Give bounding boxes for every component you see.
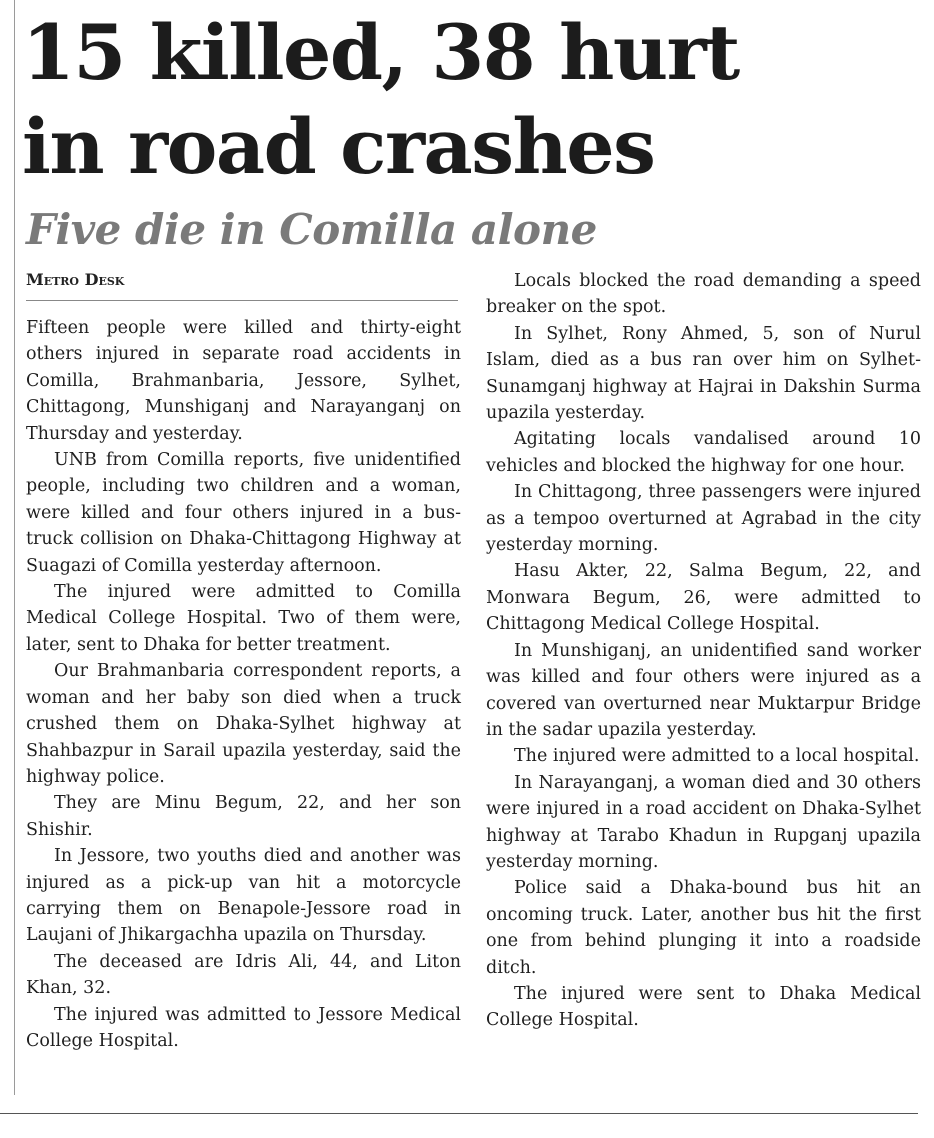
paragraph: In Narayanganj, a woman died and 30 others were injured in a road accident on Dhaka-Sylhet highway at Tarabo Khadun in Rupganj upazila yesterday morning.: [486, 772, 921, 872]
paragraph: Police said a Dhaka-bound bus hit an oncoming truck. Later, another bus hit the first one from behind plunging it into a roadside ditch.: [486, 878, 921, 978]
paragraph: The deceased are Idris Ali, 44, and Liton Khan, 32.: [26, 951, 461, 999]
paragraph: Fifteen people were killed and thirty-eight others injured in separate road accidents in Comilla, Brahmanbaria, Jessore, Sylhet, Chittagong, Munshiganj and Narayanganj on Thursday and yesterday.: [26, 318, 461, 444]
article-column-2: [486, 268, 921, 1034]
left-column-rule: [14, 0, 15, 1095]
headline-line-1: 15 killed, 38 hurt: [22, 8, 739, 97]
byline-divider: [26, 300, 458, 301]
headline-line-2: in road crashes: [22, 102, 655, 191]
paragraph: Agitating locals vandalised around 10 vehicles and blocked the highway for one hour.: [486, 429, 921, 476]
paragraph: The injured were sent to Dhaka Medical College Hospital.: [486, 983, 921, 1031]
paragraph: Locals blocked the road demanding a speed breaker on the spot.: [486, 271, 921, 318]
paragraph: The injured were admitted to a local hospital.: [514, 746, 920, 767]
bottom-rule: [0, 1113, 918, 1114]
headline: [22, 6, 922, 194]
paragraph: In Sylhet, Rony Ahmed, 5, son of Nurul Islam, died as a bus ran over him on Sylhet-Sunamganj highway at Hajrai in Dakshin Surma upazila yesterday.: [486, 323, 921, 424]
paragraph: In Jessore, two youths died and another was injured as a pick-up van hit a motorcycle carrying them on Benapole-Jessore road in Laujani of Jhikargachha upazila on Thursday.: [26, 846, 461, 946]
paragraph: In Chittagong, three passengers were injured as a tempoo overturned at Agrabad in the city yesterday morning.: [486, 482, 921, 556]
paragraph: The injured was admitted to Jessore Medical College Hospital.: [26, 1004, 461, 1051]
paragraph: UNB from Comilla reports, five unidentified people, including two children and a woman, were killed and four others injured in a bus-truck collision on Dhaka-Chittagong Highway at Suagazi of Comilla yesterday afternoon.: [26, 450, 461, 576]
paragraph: Our Brahmanbaria correspondent reports, a woman and her baby son died when a truck crushed them on Dhaka-Sylhet highway at Shahbazpur in Sarail upazila yesterday, said the highway police.: [26, 661, 461, 787]
article-column-1: [26, 315, 461, 1054]
byline: Metro Desk: [26, 270, 125, 289]
paragraph: In Munshiganj, an unidentified sand worker was killed and four others were injured as a covered van overturned near Muktarpur Bridge in the sadar upazila yesterday.: [486, 640, 921, 740]
paragraph: The injured were admitted to Comilla Medical College Hospital. Two of them were, later, sent to Dhaka for better treatment.: [26, 582, 461, 655]
subheadline: Five die in Comilla alone: [26, 205, 597, 254]
paragraph: They are Minu Begum, 22, and her son Shishir.: [26, 793, 461, 840]
paragraph: Hasu Akter, 22, Salma Begum, 22, and Monwara Begum, 26, were admitted to Chittagong Medical College Hospital.: [486, 561, 921, 635]
